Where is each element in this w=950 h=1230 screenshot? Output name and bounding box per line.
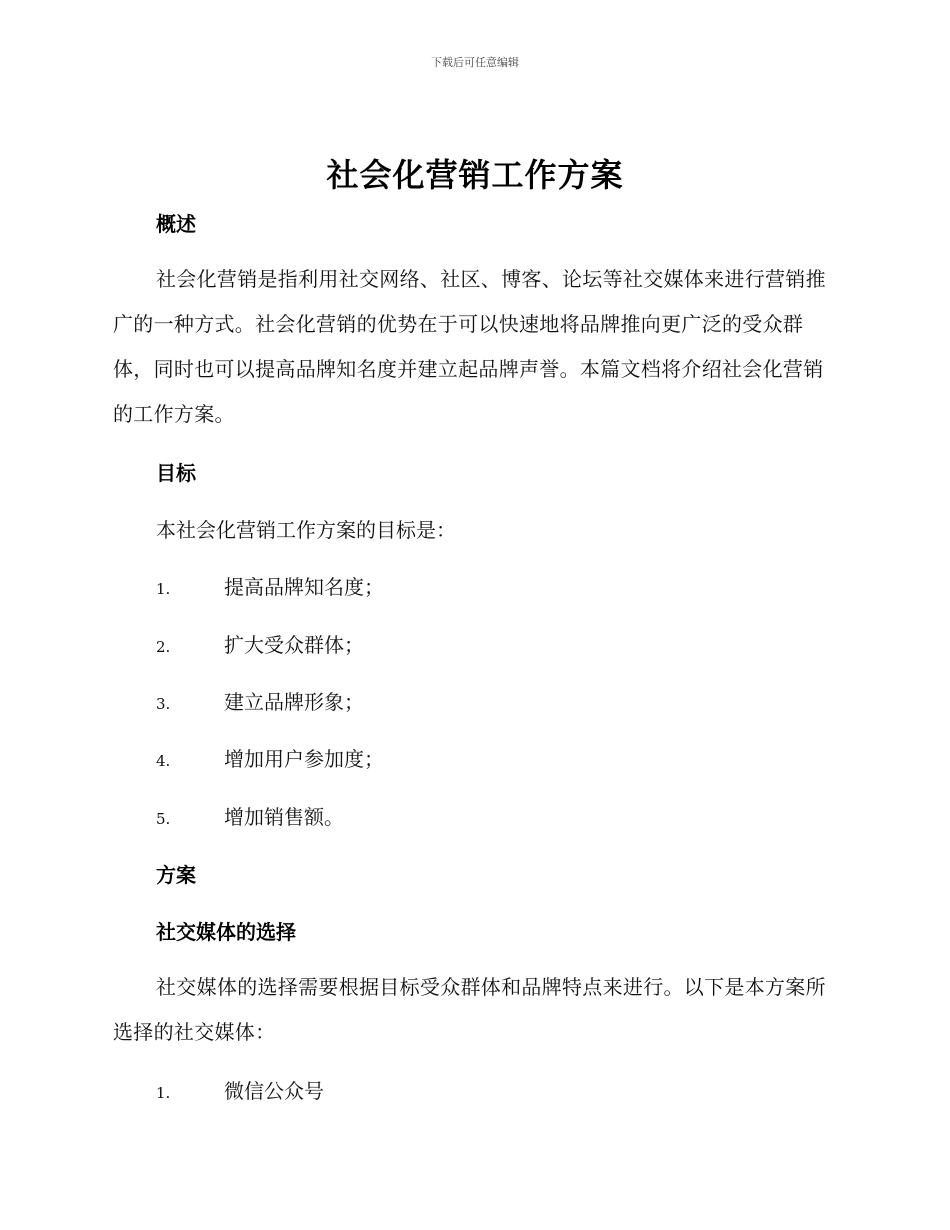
list-text: 建立品牌形象； [224, 690, 364, 714]
list-number: 4. [156, 752, 171, 770]
header-note: 下载后可任意编辑 [431, 56, 519, 69]
list-item [156, 801, 344, 830]
list-number: 1. [156, 580, 171, 598]
section-heading-overview: 概述 [156, 212, 196, 236]
list-text: 增加用户参加度； [224, 747, 384, 771]
plan-paragraph: 社交媒体的选择需要根据目标受众群体和品牌特点来进行。以下是本方案所选择的社交媒体： [113, 975, 826, 1044]
section-heading-goals: 目标 [156, 461, 196, 485]
list-number: 5. [156, 810, 171, 828]
list-text: 增加销售额。 [224, 805, 344, 829]
list-item [156, 571, 384, 600]
list-text: 扩大受众群体； [224, 633, 364, 657]
section-heading-plan: 方案 [156, 863, 196, 887]
goals-lead: 本社会化营销工作方案的目标是： [156, 518, 456, 542]
list-number: 2. [156, 638, 171, 656]
list-item [156, 743, 384, 772]
sub-heading-social-media: 社交媒体的选择 [156, 920, 296, 944]
list-item [156, 1075, 324, 1104]
overview-paragraph-block [113, 257, 833, 437]
list-item [156, 686, 364, 715]
list-number: 1. [156, 1084, 171, 1102]
list-number: 3. [156, 695, 171, 713]
list-text: 提高品牌知名度； [224, 575, 384, 599]
document-title: 社会化营销工作方案 [326, 156, 624, 194]
plan-paragraph-block [113, 965, 833, 1055]
list-item [156, 629, 364, 658]
overview-paragraph: 社会化营销是指利用社交网络、社区、博客、论坛等社交媒体来进行营销推广的一种方式。社会化营销的优势在于可以快速地将品牌推向更广泛的受众群体，同时也可以提高品牌知名度并建立起品牌声誉。本篇文档将介绍社会化营销的工作方案。 [113, 267, 826, 426]
list-text: 微信公众号 [224, 1079, 324, 1103]
